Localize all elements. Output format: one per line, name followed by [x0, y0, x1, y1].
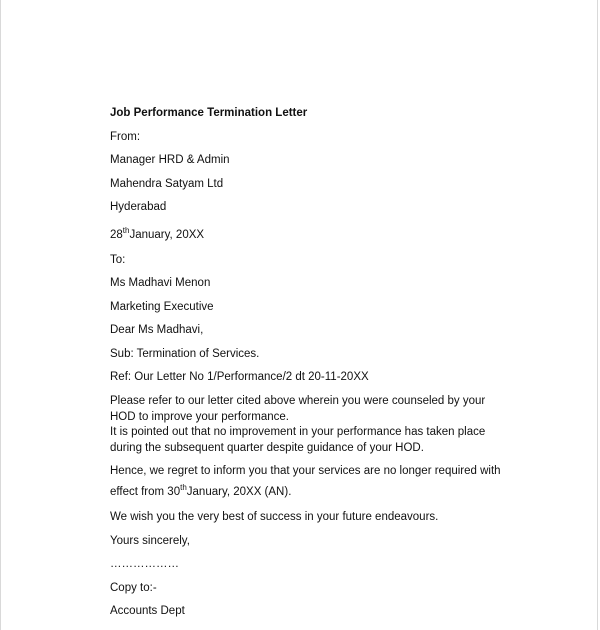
effect-date-rest: January, 20XX (AN). — [186, 486, 292, 498]
effect-date-suffix: th — [180, 483, 187, 492]
body-paragraph-1-line-1: Please refer to our letter cited above wherein you were counseled by your — [110, 395, 486, 407]
sender-company: Mahendra Satyam Ltd — [110, 178, 224, 190]
body-paragraph-1-line-4: during the subsequent quarter despite guidance of your HOD. — [110, 442, 424, 454]
reference-line: Ref: Our Letter No 1/Performance/2 dt 20-11-20XX — [110, 371, 369, 383]
copy-to-recipient: Accounts Dept — [110, 605, 185, 617]
to-label: To: — [110, 254, 126, 266]
signature-line: ……………… — [110, 558, 179, 570]
body-paragraph-2-line-1: Hence, we regret to inform you that your services are no longer required with — [110, 465, 501, 477]
sender-city: Hyderabad — [110, 201, 167, 213]
copy-to-label: Copy to:- — [110, 582, 157, 594]
recipient-title: Marketing Executive — [110, 301, 214, 313]
effect-text: effect from 30 — [110, 486, 181, 498]
salutation: Dear Ms Madhavi, — [110, 324, 204, 336]
closing: Yours sincerely, — [110, 535, 190, 547]
from-label: From: — [110, 131, 141, 143]
date-day: 28 — [110, 229, 123, 241]
subject-line: Sub: Termination of Services. — [110, 348, 260, 360]
date-suffix: th — [122, 226, 130, 235]
sender-role: Manager HRD & Admin — [110, 154, 230, 166]
recipient-name: Ms Madhavi Menon — [110, 277, 211, 289]
letter-title: Job Performance Termination Letter — [110, 107, 308, 119]
body-paragraph-1-line-3: It is pointed out that no improvement in your performance has taken place — [110, 426, 486, 438]
letter-date — [110, 228, 204, 242]
body-paragraph-1-line-2: HOD to improve your performance. — [110, 411, 289, 423]
body-paragraph-3: We wish you the very best of success in your future endeavours. — [110, 511, 439, 523]
body-paragraph-2-line-2 — [110, 485, 291, 499]
date-rest: January, 20XX — [129, 229, 205, 241]
